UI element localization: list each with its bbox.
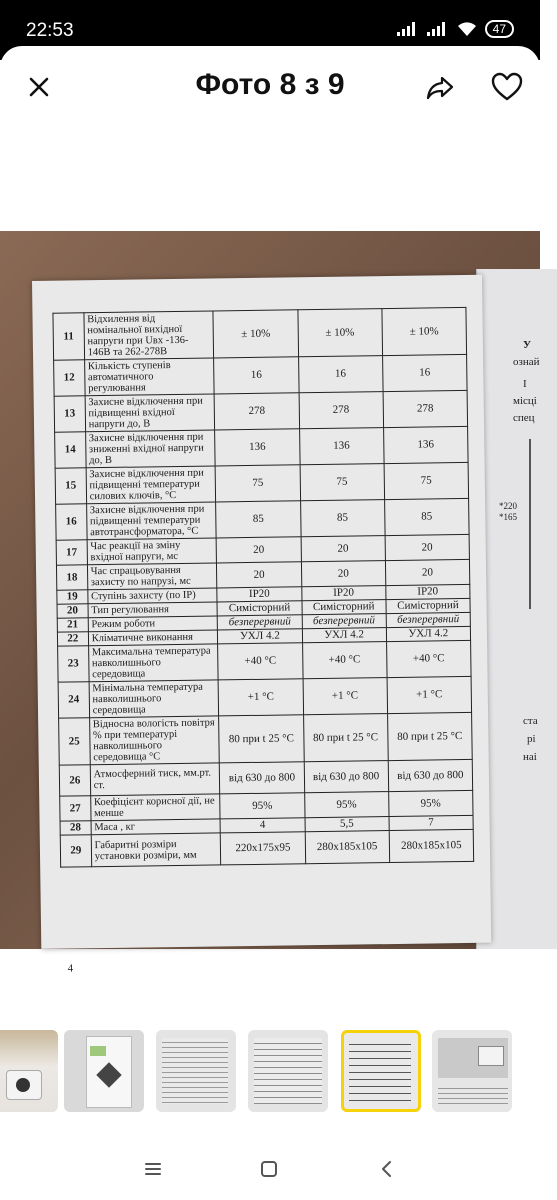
value-model-2: +40 °С (302, 642, 387, 679)
wifi-icon (457, 21, 477, 37)
value-model-2: безперервний (302, 614, 386, 629)
row-number: 11 (53, 313, 84, 360)
row-number: 20 (57, 604, 88, 618)
value-model-2: 95% (304, 792, 389, 818)
value-model-2: 85 (300, 500, 385, 537)
status-icons (397, 20, 514, 38)
value-model-3: IP20 (386, 584, 470, 599)
right-page-drawing (529, 439, 531, 609)
value-model-1: від 630 до 800 (220, 762, 305, 794)
heart-icon (490, 70, 524, 104)
back-button[interactable] (372, 1154, 402, 1184)
right-page-text: У (523, 339, 532, 351)
battery-badge: 47 (485, 20, 514, 38)
system-nav-bar (0, 1140, 540, 1200)
value-model-1: IP20 (217, 587, 301, 602)
value-model-2: 136 (299, 428, 384, 465)
value-model-3: УХЛ 4.2 (386, 626, 470, 641)
share-button[interactable] (422, 70, 458, 106)
home-icon (260, 1160, 278, 1178)
param-name: Маса , кг (91, 819, 221, 835)
home-button[interactable] (254, 1154, 284, 1184)
thumbnail-strip (0, 1030, 540, 1112)
value-model-3: 16 (382, 354, 467, 391)
viewer-header (0, 46, 540, 130)
doc-lines (438, 1084, 508, 1104)
param-name: Час спрацьовування захисту по напрузі, мс (87, 563, 217, 590)
value-model-3: 280x185x105 (389, 829, 474, 862)
value-model-2: від 630 до 800 (304, 761, 389, 793)
row-number: 15 (55, 468, 86, 504)
value-model-3: 80 при t 25 °С (387, 712, 472, 760)
row-number: 24 (58, 682, 89, 718)
value-model-2: ± 10% (298, 309, 383, 357)
value-model-1: 95% (220, 793, 305, 819)
value-model-3: 20 (385, 559, 470, 585)
param-name: Режим роботи (88, 616, 218, 632)
param-name: Захисне відключення при зниженні вхідної напруги до, В (85, 430, 215, 468)
value-model-3: Симісторний (386, 598, 470, 613)
param-name: Максимальна температура навколишнього середовища (88, 644, 218, 682)
param-name: Атмосферний тиск, мм.рт. ст. (90, 763, 220, 796)
thumbnail[interactable] (64, 1030, 144, 1112)
value-model-2: +1 °С (303, 678, 388, 715)
value-model-1: +1 °С (218, 679, 303, 716)
right-page-text: рі (527, 733, 536, 745)
value-model-1: 16 (214, 357, 299, 394)
spec-table (52, 307, 474, 868)
param-name: Ступінь захисту (по IP) (87, 588, 217, 604)
row-number: 25 (59, 718, 90, 765)
thumbnail[interactable] (0, 1030, 58, 1112)
value-model-1: +40 °С (218, 643, 303, 680)
value-model-1: 278 (214, 393, 299, 430)
value-model-1: 220x175x95 (221, 832, 306, 865)
table-row (59, 712, 473, 765)
row-number: 27 (60, 796, 91, 821)
param-name: Кількість ступенів автоматичного регулювання (84, 358, 214, 396)
value-model-2: 80 при t 25 °С (303, 714, 388, 762)
close-button[interactable] (22, 70, 56, 104)
table-row (55, 462, 468, 504)
row-number: 17 (56, 540, 87, 565)
value-model-3: +1 °С (387, 676, 472, 713)
value-model-2: IP20 (301, 586, 385, 601)
param-name: Відносна вологість повітря % при температурі навколишнього середовища °С (89, 716, 219, 765)
param-name: Захисне відключення при підвищенні температури силових ключів, °С (86, 466, 216, 504)
value-model-2: 16 (298, 356, 383, 393)
value-model-1: 80 при t 25 °С (219, 715, 304, 763)
value-model-1: 136 (215, 429, 300, 466)
thumbnail[interactable] (156, 1030, 236, 1112)
param-name: Тип регулювання (88, 602, 218, 618)
recents-button[interactable] (138, 1154, 168, 1184)
row-number: 22 (57, 632, 88, 646)
param-name: Час реакції на зміну вхідної напруги, мс (87, 538, 217, 565)
thumbnail[interactable] (248, 1030, 328, 1112)
value-model-3: від 630 до 800 (388, 759, 473, 791)
row-number: 18 (56, 565, 87, 590)
value-model-3: ± 10% (382, 307, 467, 355)
row-number: 12 (54, 360, 85, 396)
value-model-3: 75 (384, 462, 469, 499)
value-model-2: 20 (301, 536, 386, 562)
param-name: Кліматичне виконання (88, 630, 218, 646)
favorite-button[interactable] (490, 70, 526, 106)
value-model-2: Симісторний (302, 600, 386, 615)
value-model-2: 278 (299, 392, 384, 429)
thumbnail[interactable] (341, 1030, 421, 1112)
table-row (55, 426, 468, 468)
table-row (56, 498, 469, 540)
value-model-1: 20 (217, 562, 302, 588)
table-row (54, 354, 467, 396)
value-model-1: 75 (215, 465, 300, 502)
value-model-1: Симісторний (217, 601, 301, 616)
right-page-text: ознай (513, 356, 540, 368)
right-page-text: спец (513, 412, 535, 424)
menu-icon (144, 1162, 162, 1176)
table-row (58, 640, 471, 682)
doc-preview (162, 1038, 228, 1104)
right-page-text: *220 (499, 501, 517, 511)
value-model-1: 85 (216, 501, 301, 538)
param-name: Мінімальна температура навколишнього середовища (89, 680, 219, 718)
param-name: Габаритні розміри установки розміри, мм (91, 833, 221, 867)
value-model-2: 5,5 (305, 817, 389, 832)
value-model-1: 20 (216, 537, 301, 563)
value-model-1: УХЛ 4.2 (218, 629, 302, 644)
document-page (32, 275, 491, 975)
socket-hole (16, 1078, 30, 1092)
table-row (53, 307, 467, 360)
param-name: Захисне відключення при підвищенні температури автотрансформатора, °С (86, 502, 216, 540)
value-model-3: 20 (385, 534, 470, 560)
value-model-2: 75 (300, 464, 385, 501)
back-icon (380, 1160, 394, 1178)
row-number: 29 (60, 835, 91, 867)
param-name: Захисне відключення при підвищенні вхідної напруги до, В (85, 394, 215, 432)
row-number: 26 (59, 765, 90, 796)
row-number: 21 (57, 618, 88, 632)
value-model-2: 20 (301, 561, 386, 587)
row-number: 28 (60, 821, 91, 835)
page-title: Фото 8 з 9 (195, 68, 345, 101)
right-page-text: *165 (499, 512, 517, 522)
device-shape (478, 1046, 504, 1066)
page-number: 4 (67, 962, 74, 975)
value-model-3: +40 °С (386, 640, 471, 677)
signal-icon-2 (427, 22, 449, 36)
row-number: 23 (58, 646, 89, 682)
param-name: Відхилення від номінальної вихідної напруги при Uвх -136-146В та 262-278В (84, 311, 214, 360)
close-icon (28, 76, 50, 98)
value-model-3: безперервний (386, 612, 470, 627)
row-number: 19 (57, 590, 88, 604)
doc-preview (254, 1038, 322, 1104)
table-row (60, 829, 473, 867)
doc-preview (349, 1038, 411, 1104)
value-model-3: 7 (389, 815, 473, 830)
table-row (58, 676, 471, 718)
value-model-1: 4 (220, 818, 304, 833)
row-number: 13 (54, 396, 85, 432)
thumbnail[interactable] (432, 1030, 512, 1112)
photo-view[interactable] (0, 231, 540, 975)
param-name: Коефіцієнт корисної дії, не менше (90, 794, 220, 821)
right-page-text: наі (523, 751, 537, 763)
value-model-3: 85 (384, 498, 469, 535)
row-number: 14 (55, 432, 86, 468)
right-page-text: місці (513, 395, 537, 407)
table-row (54, 390, 467, 432)
status-time: 22:53 (26, 20, 74, 41)
device-display (90, 1046, 106, 1056)
value-model-3: 278 (383, 390, 468, 427)
value-model-3: 136 (383, 426, 468, 463)
value-model-3: 95% (388, 790, 473, 816)
value-model-1: безперервний (218, 615, 302, 630)
signal-icon (397, 22, 419, 36)
share-icon (422, 70, 458, 106)
right-page-text: І (523, 378, 527, 390)
value-model-1: ± 10% (213, 310, 298, 358)
value-model-2: 280x185x105 (305, 831, 390, 864)
row-number: 16 (56, 504, 87, 540)
right-page-text: ста (523, 715, 538, 727)
value-model-2: УХЛ 4.2 (302, 628, 386, 643)
